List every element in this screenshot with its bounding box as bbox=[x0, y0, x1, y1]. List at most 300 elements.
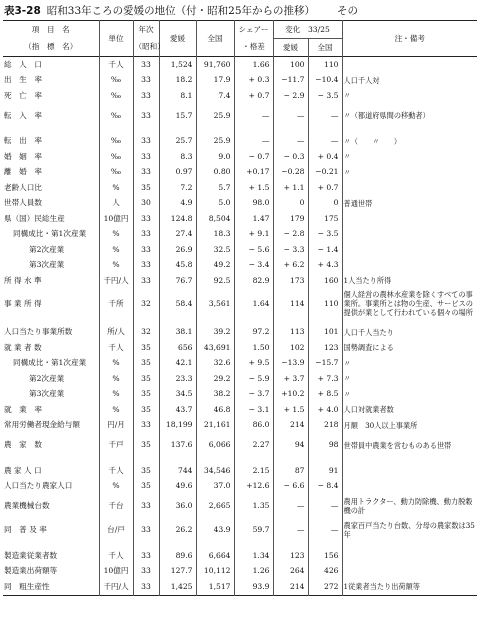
row-share: 86.0 bbox=[234, 418, 273, 434]
row-change-national: 426 bbox=[308, 564, 342, 580]
row-unit: 10億円 bbox=[99, 211, 133, 227]
row-change-national: 101 bbox=[308, 325, 342, 341]
row-change-ehime: + 6.2 bbox=[273, 258, 308, 274]
header-share-sub: ・格差 bbox=[234, 39, 273, 57]
table-row bbox=[3, 73, 477, 89]
row-note: 〃（都道府県間の移動者） bbox=[342, 104, 477, 128]
row-change-ehime: 214 bbox=[273, 418, 308, 434]
row-ehime: 18,199 bbox=[159, 418, 196, 434]
row-change-national: — bbox=[308, 494, 342, 518]
row-ehime: 656 bbox=[159, 340, 196, 356]
row-ehime: 23.3 bbox=[159, 371, 196, 387]
table-row bbox=[3, 463, 477, 479]
row-share: + 0.3 bbox=[234, 73, 273, 89]
row-year: 33 bbox=[133, 564, 159, 580]
row-item: 製造業従業者数 bbox=[4, 550, 58, 560]
row-change-ehime: +10.2 bbox=[273, 387, 308, 403]
row-item: 県（国）民総生産 bbox=[4, 213, 65, 223]
row-item: 事 業 所 得 bbox=[4, 298, 42, 308]
row-share: − 3.1 bbox=[234, 402, 273, 418]
row-share: 97.2 bbox=[234, 325, 273, 341]
row-national: 43,691 bbox=[196, 340, 234, 356]
row-unit: 千人 bbox=[99, 463, 133, 479]
row-change-national: + 0.7 bbox=[308, 180, 342, 196]
table-row bbox=[3, 196, 477, 212]
row-ehime: 1,425 bbox=[159, 579, 196, 595]
row-note: 個人経営の農林水産業を除くすべての事業所。事業所とは物の生産、サービスの提供が業として行われている個々の場所 bbox=[342, 289, 477, 319]
row-item: 農 家 人 口 bbox=[4, 465, 42, 475]
row-note: 1人当たり所得 bbox=[342, 273, 477, 289]
row-ehime: 58.4 bbox=[159, 289, 196, 319]
row-ehime: 8.3 bbox=[159, 149, 196, 165]
row-share: 1.47 bbox=[234, 211, 273, 227]
table-row bbox=[3, 356, 477, 372]
row-unit: 千人 bbox=[99, 340, 133, 356]
row-national: 32.5 bbox=[196, 242, 234, 258]
row-national: 91,760 bbox=[196, 57, 234, 73]
row-unit: 円/月 bbox=[99, 418, 133, 434]
row-national: 25.9 bbox=[196, 134, 234, 150]
row-item: 老齢人口比 bbox=[4, 182, 42, 192]
row-change-national: 91 bbox=[308, 463, 342, 479]
row-unit: % bbox=[99, 479, 133, 495]
header-change: 変化 33/25 bbox=[273, 21, 342, 39]
table-row bbox=[3, 180, 477, 196]
header-change-national: 全国 bbox=[308, 39, 342, 57]
row-change-ehime: −13.9 bbox=[273, 356, 308, 372]
row-ehime: 27.4 bbox=[159, 227, 196, 243]
row-item: 第3次産業 bbox=[29, 260, 65, 270]
row-national: 38.2 bbox=[196, 387, 234, 403]
row-year: 35 bbox=[133, 433, 159, 457]
header-year: 年次 bbox=[133, 21, 159, 39]
row-national: 37.0 bbox=[196, 479, 234, 495]
row-note bbox=[342, 258, 477, 274]
header-share: シェアー bbox=[234, 21, 273, 39]
row-ehime: 127.7 bbox=[159, 564, 196, 580]
row-change-ehime: + 1.1 bbox=[273, 180, 308, 196]
row-change-national: 218 bbox=[308, 418, 342, 434]
row-note bbox=[342, 463, 477, 479]
row-change-national: 0 bbox=[308, 196, 342, 212]
row-change-ehime: 264 bbox=[273, 564, 308, 580]
row-share: — bbox=[234, 134, 273, 150]
row-change-ehime: 94 bbox=[273, 433, 308, 457]
row-national: 39.2 bbox=[196, 325, 234, 341]
table-row bbox=[3, 494, 477, 518]
row-share: 82.9 bbox=[234, 273, 273, 289]
row-share: + 9.1 bbox=[234, 227, 273, 243]
row-change-national: 175 bbox=[308, 211, 342, 227]
row-change-national: 110 bbox=[308, 57, 342, 73]
row-change-national: + 4.0 bbox=[308, 402, 342, 418]
row-change-national: 156 bbox=[308, 548, 342, 564]
row-share: +0.17 bbox=[234, 165, 273, 181]
row-national: 8,504 bbox=[196, 211, 234, 227]
table-row bbox=[3, 325, 477, 341]
row-change-national: − 3.5 bbox=[308, 227, 342, 243]
row-national: 29.2 bbox=[196, 371, 234, 387]
row-note: 〃 bbox=[342, 387, 477, 403]
row-share: 1.66 bbox=[234, 57, 273, 73]
row-year: 33 bbox=[133, 149, 159, 165]
row-change-national: − 3.5 bbox=[308, 88, 342, 104]
row-change-ehime: 0 bbox=[273, 196, 308, 212]
row-year: 32 bbox=[133, 289, 159, 319]
row-unit: ‰ bbox=[99, 165, 133, 181]
row-national: 10,112 bbox=[196, 564, 234, 580]
row-item: 常用労働者現金給与額 bbox=[4, 420, 80, 430]
row-year: 33 bbox=[133, 548, 159, 564]
row-note: 人口千人対 bbox=[342, 73, 477, 89]
table-row bbox=[3, 518, 477, 542]
row-national: 2,665 bbox=[196, 494, 234, 518]
row-ehime: 124.8 bbox=[159, 211, 196, 227]
table-title-suffix: その bbox=[337, 5, 359, 17]
row-change-ehime: − 2.9 bbox=[273, 88, 308, 104]
row-item: 所 得 水 準 bbox=[4, 275, 42, 285]
row-note bbox=[342, 57, 477, 73]
table-body bbox=[3, 57, 477, 596]
table-row bbox=[3, 211, 477, 227]
header-ehime: 愛媛 bbox=[159, 21, 196, 57]
row-change-national: — bbox=[308, 134, 342, 150]
row-unit: 千円/人 bbox=[99, 273, 133, 289]
table-row bbox=[3, 340, 477, 356]
row-year: 35 bbox=[133, 479, 159, 495]
row-change-national: + 0.4 bbox=[308, 149, 342, 165]
row-unit: 千人 bbox=[99, 57, 133, 73]
row-share: 1.35 bbox=[234, 494, 273, 518]
table-header bbox=[3, 21, 477, 57]
row-national: 3,561 bbox=[196, 289, 234, 319]
row-national: 17.9 bbox=[196, 73, 234, 89]
header-year-sub: （昭和） bbox=[133, 39, 159, 57]
table-row bbox=[3, 242, 477, 258]
row-ehime: 15.7 bbox=[159, 104, 196, 128]
row-year: 35 bbox=[133, 180, 159, 196]
row-note bbox=[342, 564, 477, 580]
row-change-national: 160 bbox=[308, 273, 342, 289]
row-year: 33 bbox=[133, 518, 159, 542]
row-change-national: 98 bbox=[308, 433, 342, 457]
row-national: 43.9 bbox=[196, 518, 234, 542]
row-item: 総 人 口 bbox=[4, 59, 42, 69]
row-change-national: − 8.4 bbox=[308, 479, 342, 495]
row-national: 32.6 bbox=[196, 356, 234, 372]
row-national: 0.80 bbox=[196, 165, 234, 181]
row-ehime: 89.6 bbox=[159, 548, 196, 564]
row-ehime: 18.2 bbox=[159, 73, 196, 89]
row-item: 就 業 率 bbox=[4, 404, 42, 414]
row-note bbox=[342, 180, 477, 196]
row-share: − 5.9 bbox=[234, 371, 273, 387]
row-unit: ‰ bbox=[99, 104, 133, 128]
header-item-sub: （指 標 名） bbox=[24, 42, 78, 52]
table-row bbox=[3, 387, 477, 403]
row-unit: 台/戸 bbox=[99, 518, 133, 542]
row-change-ehime: + 1.5 bbox=[273, 402, 308, 418]
row-ehime: 26.9 bbox=[159, 242, 196, 258]
row-unit: % bbox=[99, 356, 133, 372]
row-item: 農業機械台数 bbox=[4, 501, 50, 510]
table-row bbox=[3, 134, 477, 150]
row-national: 46.8 bbox=[196, 402, 234, 418]
row-note bbox=[342, 242, 477, 258]
row-unit: % bbox=[99, 227, 133, 243]
row-change-national: − 1.4 bbox=[308, 242, 342, 258]
row-year: 32 bbox=[133, 325, 159, 341]
row-note: 普通世帯 bbox=[342, 196, 477, 212]
table-row bbox=[3, 548, 477, 564]
row-unit: % bbox=[99, 180, 133, 196]
row-unit: ‰ bbox=[99, 88, 133, 104]
row-year: 35 bbox=[133, 463, 159, 479]
table-title-text: 昭和33年ころの愛媛の地位（付・昭和25年からの推移） bbox=[46, 5, 316, 17]
row-ehime: 34.5 bbox=[159, 387, 196, 403]
row-note: 人口千人当たり bbox=[342, 325, 477, 341]
row-unit: 千人 bbox=[99, 548, 133, 564]
row-national: 6,664 bbox=[196, 548, 234, 564]
row-change-ehime: 87 bbox=[273, 463, 308, 479]
row-note: 〃 bbox=[342, 88, 477, 104]
row-change-national: −15.7 bbox=[308, 356, 342, 372]
row-year: 33 bbox=[133, 418, 159, 434]
row-item: 婚 姻 率 bbox=[4, 151, 42, 161]
row-share: + 9.5 bbox=[234, 356, 273, 372]
row-item: 転 入 率 bbox=[4, 110, 42, 120]
row-unit: 人 bbox=[99, 196, 133, 212]
row-note: 農家百戸当たり台数、分母の農家数は35年 bbox=[342, 518, 477, 542]
row-item: 人口当たり事業所数 bbox=[4, 327, 73, 337]
row-ehime: 36.0 bbox=[159, 494, 196, 518]
row-share: 2.15 bbox=[234, 463, 273, 479]
row-ehime: 43.7 bbox=[159, 402, 196, 418]
row-share: 93.9 bbox=[234, 579, 273, 595]
row-note: 1従業者当たり出荷額等 bbox=[342, 579, 477, 595]
row-share: 1.64 bbox=[234, 289, 273, 319]
row-change-national: — bbox=[308, 518, 342, 542]
row-ehime: 7.2 bbox=[159, 180, 196, 196]
row-year: 33 bbox=[133, 227, 159, 243]
row-item: 第2次産業 bbox=[29, 244, 65, 254]
row-year: 35 bbox=[133, 402, 159, 418]
row-ehime: 0.97 bbox=[159, 165, 196, 181]
row-item: 農 家 数 bbox=[4, 440, 42, 449]
row-ehime: 26.2 bbox=[159, 518, 196, 542]
row-share: 1.34 bbox=[234, 548, 273, 564]
row-note: 〃 bbox=[342, 371, 477, 387]
row-ehime: 744 bbox=[159, 463, 196, 479]
row-change-ehime: −11.7 bbox=[273, 73, 308, 89]
row-ehime: 137.6 bbox=[159, 433, 196, 457]
header-item: 項 目 名 bbox=[31, 24, 70, 34]
row-change-ehime: 123 bbox=[273, 548, 308, 564]
row-change-ehime: + 3.7 bbox=[273, 371, 308, 387]
table-row bbox=[3, 564, 477, 580]
row-year: 33 bbox=[133, 258, 159, 274]
row-ehime: 42.1 bbox=[159, 356, 196, 372]
row-year: 30 bbox=[133, 196, 159, 212]
row-note: 〃 bbox=[342, 165, 477, 181]
table-title bbox=[4, 3, 476, 17]
row-national: 18.3 bbox=[196, 227, 234, 243]
row-change-ehime: — bbox=[273, 518, 308, 542]
row-change-national: + 8.5 bbox=[308, 387, 342, 403]
table-row bbox=[3, 579, 477, 595]
row-note: 国勢調査による bbox=[342, 340, 477, 356]
row-change-ehime: 114 bbox=[273, 289, 308, 319]
row-year: 33 bbox=[133, 242, 159, 258]
header-notes: 注・備考 bbox=[342, 21, 477, 57]
table-row bbox=[3, 479, 477, 495]
row-note: 〃 bbox=[342, 356, 477, 372]
row-national: 5.0 bbox=[196, 196, 234, 212]
row-unit: 千所 bbox=[99, 289, 133, 319]
row-change-national: + 7.3 bbox=[308, 371, 342, 387]
row-item: 同 普 及 率 bbox=[4, 525, 47, 534]
row-share: 1.50 bbox=[234, 340, 273, 356]
row-change-ehime: 113 bbox=[273, 325, 308, 341]
header-change-ehime: 愛媛 bbox=[273, 39, 308, 57]
row-change-ehime: 102 bbox=[273, 340, 308, 356]
row-note: 〃 bbox=[342, 149, 477, 165]
row-year: 33 bbox=[133, 273, 159, 289]
table-row bbox=[3, 165, 477, 181]
row-change-ehime: 214 bbox=[273, 579, 308, 595]
table-row bbox=[3, 418, 477, 434]
row-note: 〃（ 〃 ） bbox=[342, 134, 477, 150]
row-share: 59.7 bbox=[234, 518, 273, 542]
row-item: 製造業出荷額等 bbox=[4, 566, 58, 576]
row-change-national: — bbox=[308, 104, 342, 128]
row-national: 5.7 bbox=[196, 180, 234, 196]
row-change-ehime: 173 bbox=[273, 273, 308, 289]
row-change-ehime: 100 bbox=[273, 57, 308, 73]
table-row bbox=[3, 289, 477, 319]
row-change-ehime: − 2.8 bbox=[273, 227, 308, 243]
row-share: − 0.7 bbox=[234, 149, 273, 165]
row-change-national: 110 bbox=[308, 289, 342, 319]
row-share: 2.27 bbox=[234, 433, 273, 457]
row-year: 33 bbox=[133, 73, 159, 89]
row-item: 死 亡 率 bbox=[4, 90, 42, 100]
row-change-national: −0.21 bbox=[308, 165, 342, 181]
row-change-ehime: − 3.3 bbox=[273, 242, 308, 258]
row-year: 35 bbox=[133, 387, 159, 403]
row-share: + 1.5 bbox=[234, 180, 273, 196]
row-national: 1,517 bbox=[196, 579, 234, 595]
row-year: 33 bbox=[133, 88, 159, 104]
row-unit: % bbox=[99, 258, 133, 274]
row-item: 世帯人員数 bbox=[4, 198, 42, 208]
row-unit: ‰ bbox=[99, 149, 133, 165]
row-share: − 5.6 bbox=[234, 242, 273, 258]
row-note bbox=[342, 479, 477, 495]
row-share: — bbox=[234, 104, 273, 128]
row-unit: ‰ bbox=[99, 73, 133, 89]
table-row bbox=[3, 273, 477, 289]
row-unit: % bbox=[99, 371, 133, 387]
row-item: 同構成比・第1次産業 bbox=[13, 358, 87, 368]
row-ehime: 25.7 bbox=[159, 134, 196, 150]
row-change-national: 272 bbox=[308, 579, 342, 595]
row-ehime: 1,524 bbox=[159, 57, 196, 73]
row-ehime: 38.1 bbox=[159, 325, 196, 341]
row-share: − 3.7 bbox=[234, 387, 273, 403]
row-national: 7.4 bbox=[196, 88, 234, 104]
row-year: 33 bbox=[133, 57, 159, 73]
row-national: 21,161 bbox=[196, 418, 234, 434]
row-share: − 3.4 bbox=[234, 258, 273, 274]
row-change-ehime: −0.28 bbox=[273, 165, 308, 181]
row-change-ehime: — bbox=[273, 134, 308, 150]
row-unit: % bbox=[99, 402, 133, 418]
row-year: 35 bbox=[133, 371, 159, 387]
row-ehime: 8.1 bbox=[159, 88, 196, 104]
row-item: 就 業 者 数 bbox=[4, 342, 42, 352]
row-year: 33 bbox=[133, 165, 159, 181]
row-change-ehime: — bbox=[273, 494, 308, 518]
row-item: 離 婚 率 bbox=[4, 167, 42, 177]
table-row bbox=[3, 57, 477, 73]
table-row bbox=[3, 88, 477, 104]
table-row bbox=[3, 149, 477, 165]
row-unit: 所/人 bbox=[99, 325, 133, 341]
row-national: 6,066 bbox=[196, 433, 234, 457]
row-national: 25.9 bbox=[196, 104, 234, 128]
row-national: 92.5 bbox=[196, 273, 234, 289]
row-national: 49.2 bbox=[196, 258, 234, 274]
row-item: 同 粗生産性 bbox=[4, 581, 50, 591]
row-change-national: −10.4 bbox=[308, 73, 342, 89]
row-year: 33 bbox=[133, 211, 159, 227]
row-share: + 0.7 bbox=[234, 88, 273, 104]
statistics-table bbox=[3, 20, 477, 596]
table-row bbox=[3, 258, 477, 274]
row-ehime: 76.7 bbox=[159, 273, 196, 289]
row-ehime: 45.8 bbox=[159, 258, 196, 274]
row-change-ehime: − 0.3 bbox=[273, 149, 308, 165]
row-item: 同構成比・第1次産業 bbox=[13, 229, 87, 239]
row-item: 第2次産業 bbox=[29, 373, 65, 383]
row-year: 33 bbox=[133, 104, 159, 128]
row-share: 98.0 bbox=[234, 196, 273, 212]
row-year: 35 bbox=[133, 340, 159, 356]
row-share: 1.26 bbox=[234, 564, 273, 580]
row-item: 転 出 率 bbox=[4, 136, 42, 146]
table-row bbox=[3, 371, 477, 387]
row-note bbox=[342, 211, 477, 227]
row-change-ehime: 179 bbox=[273, 211, 308, 227]
row-share: +12.6 bbox=[234, 479, 273, 495]
table-row bbox=[3, 227, 477, 243]
row-item: 出 生 率 bbox=[4, 75, 42, 85]
table-row bbox=[3, 104, 477, 128]
row-note: 月額 30人以上事業所 bbox=[342, 418, 477, 434]
row-change-national: + 4.3 bbox=[308, 258, 342, 274]
row-unit: 千台 bbox=[99, 494, 133, 518]
row-unit: % bbox=[99, 387, 133, 403]
row-change-ehime: − 6.6 bbox=[273, 479, 308, 495]
header-national: 全国 bbox=[196, 21, 234, 57]
row-unit: ‰ bbox=[99, 134, 133, 150]
table-row bbox=[3, 402, 477, 418]
row-unit: 千円/人 bbox=[99, 579, 133, 595]
row-note bbox=[342, 548, 477, 564]
row-unit: % bbox=[99, 242, 133, 258]
header-unit: 単位 bbox=[99, 21, 133, 57]
